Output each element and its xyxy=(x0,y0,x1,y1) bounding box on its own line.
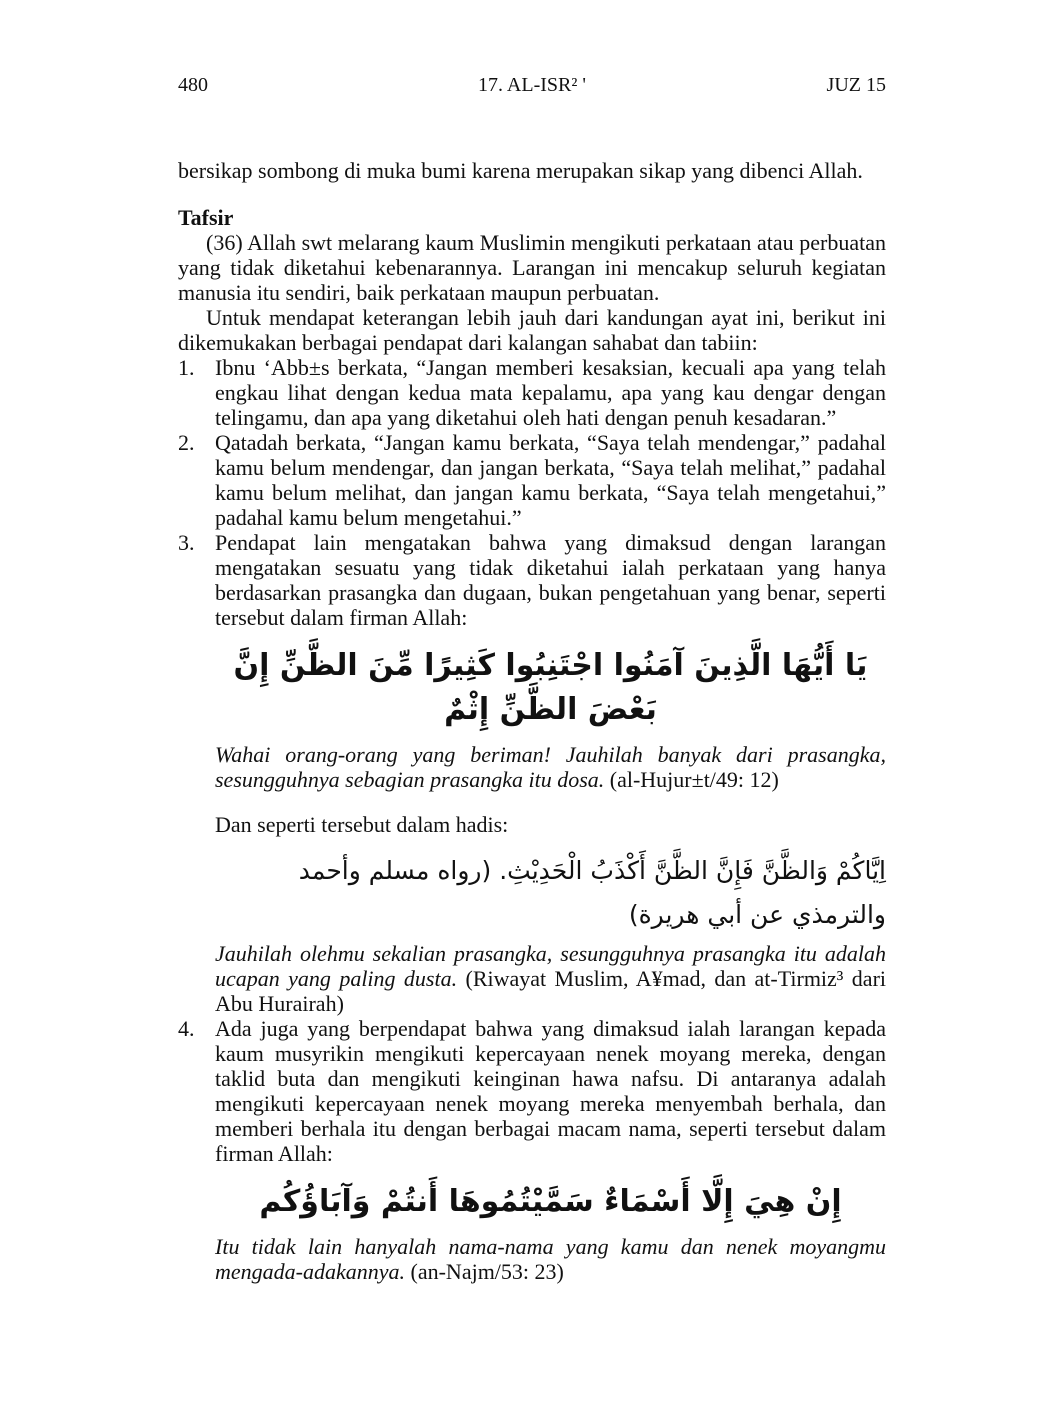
verse-reference: (an-Najm/53: 23) xyxy=(405,1259,564,1284)
list-item xyxy=(178,355,886,430)
hadith-reference: (Riwayat Muslim, A¥mad, dan at-Tirmiz³ dari Abu Hurairah) xyxy=(215,966,887,1016)
list-item-text: Qatadah berkata, “Jangan kamu berkata, “Saya telah mendengar,” padahal kamu belum mendengar, dan jangan berkata, “Saya telah melihat,” padahal kamu belum melihat, dan jangan kamu berkata, “Saya telah mengetahui,” padahal kamu belum mengetahui.” xyxy=(215,430,886,530)
hadith-translation-text: Jauhilah olehmu sekalian prasangka, sesungguhnya prasangka itu adalah ucapan yang paling dusta. xyxy=(215,941,886,991)
spacer xyxy=(215,792,886,812)
hadith-translation xyxy=(215,941,886,1016)
hadith-intro: Dan seperti tersebut dalam hadis: xyxy=(215,812,509,837)
hadith-arabic: اِيَّاكُمْ وَالظَّنَّ فَإِنَّ الظَّنَّ أَكْذَبُ الْحَدِيْثِ. (رواه مسلم وأحمد والترمذي عن أبي هريرة) xyxy=(298,856,886,929)
list-item xyxy=(178,530,886,1016)
list-item-text: Ada juga yang berpendapat bahwa yang dimaksud ialah larangan kepada kaum musyrikin mengikuti kepercayaan nenek moyang mereka, dengan taklid buta dan mengikuti keinginan hawa nafsu. Di antaranya adalah mengikuti kepercayaan nenek moyang mereka menyembah berhala, dan memberi berhala itu dengan berbagai macam nama, seperti tersebut dalam firman Allah: xyxy=(215,1016,886,1166)
verse-translation xyxy=(215,1234,886,1284)
list-number: 3. xyxy=(178,530,195,555)
translation-text: Wahai orang-orang yang beriman! Jauhilah banyak dari prasangka, sesungguhnya sebagian prasangka itu dosa. xyxy=(215,742,886,792)
tafsir-paragraph-1: (36) Allah swt melarang kaum Muslimin mengikuti perkataan atau perbuatan yang tidak diketahui kebenarannya. Larangan ini mencakup seluruh kegiatan manusia itu sendiri, baik perkataan maupun perbuatan. xyxy=(178,230,886,305)
list-number: 2. xyxy=(178,430,195,455)
chapter-title: 17. AL-ISR² ' xyxy=(478,74,586,96)
juz-label: JUZ 15 xyxy=(826,74,886,96)
verse-translation xyxy=(215,742,886,792)
opening-paragraph: bersikap sombong di muka bumi karena merupakan sikap yang dibenci Allah. xyxy=(178,158,863,183)
translation-text: Itu tidak lain hanyalah nama-nama yang kamu dan nenek moyangmu mengada-adakannya. xyxy=(215,1234,886,1284)
page-number: 480 xyxy=(178,74,208,96)
list-item xyxy=(178,430,886,530)
quran-verse-arabic: إِنْ هِيَ إِلَّا أَسْمَاءٌ سَمَّيْتُمُوهَا أَنتُمْ وَآبَاؤُكُم xyxy=(259,1184,842,1219)
verse-reference: (al-Hujur±t/49: 12) xyxy=(604,767,779,792)
list-item xyxy=(178,1016,886,1284)
tafsir-paragraph-2: Untuk mendapat keterangan lebih jauh dari kandungan ayat ini, berikut ini dikemukakan berbagai pendapat dari kalangan sahabat dan tabiin: xyxy=(178,305,886,355)
running-head xyxy=(178,74,886,104)
list-item-text: Ibnu ‘Abb±s berkata, “Jangan memberi kesaksian, kecuali apa yang telah engkau lihat dengan kedua mata kepalamu, apa yang kau dengar dengan telingamu, dan apa yang diketahui oleh hati dengan penuh kesadaran.” xyxy=(215,355,886,430)
list-number: 1. xyxy=(178,355,195,380)
section-heading: Tafsir xyxy=(178,205,234,230)
quran-verse-arabic: يَا أَيُّهَا الَّذِينَ آمَنُوا اجْتَنِبُوا كَثِيرًا مِّنَ الظَّنِّ إِنَّ بَعْضَ الظَّنِّ إِثْمٌ xyxy=(233,648,868,727)
opinion-list xyxy=(178,355,886,1284)
list-number: 4. xyxy=(178,1016,195,1041)
list-item-text: Pendapat lain mengatakan bahwa yang dimaksud dengan larangan mengatakan sesuatu yang tidak diketahui ialah perkataan yang hanya berdasarkan prasangka dan dugaan, bukan pengetahuan yang benar, seperti tersebut dalam firman Allah: xyxy=(215,530,886,630)
page-body xyxy=(178,158,886,1284)
